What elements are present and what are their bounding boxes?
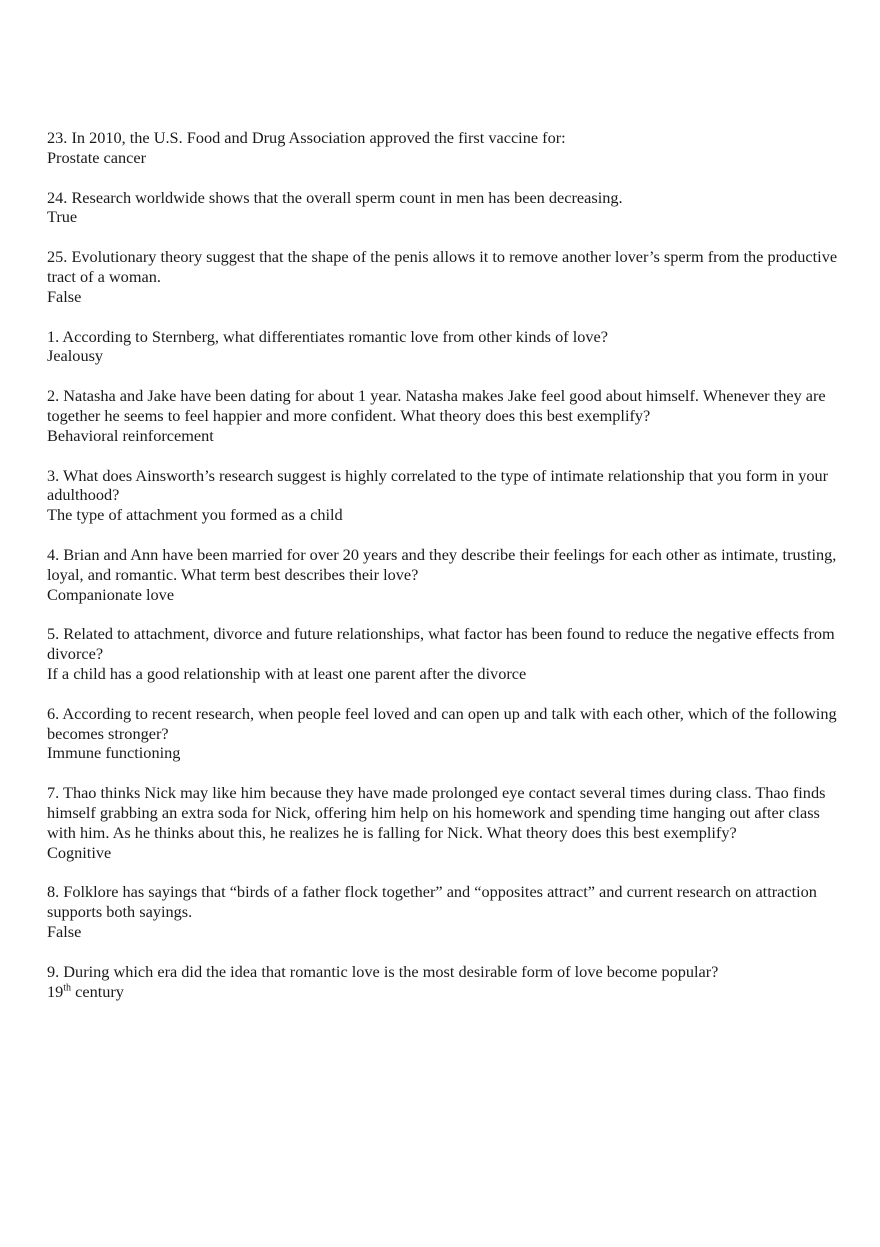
- question-text: 3. What does Ainsworth’s research suggest is highly correlated to the type of intimate relationship that you form in your adulthood?: [47, 465, 829, 505]
- answer-text: If a child has a good relationship with at least one parent after the divorce: [47, 663, 527, 683]
- document-page: [47, 128, 847, 1021]
- question-item-23: [47, 128, 847, 168]
- question-number: 25.: [47, 247, 68, 267]
- question-text: 6. According to recent research, when people feel loved and can open up and talk with each other, which of the following becomes stronger?: [47, 703, 837, 743]
- question-item-25: [47, 247, 847, 306]
- question-item-1: [47, 327, 847, 367]
- question-text: 1. According to Sternberg, what differentiates romantic love from other kinds of love?: [47, 326, 608, 346]
- question-number: 6.: [47, 703, 60, 723]
- question-text: 24. Research worldwide shows that the overall sperm count in men has been decreasing.: [47, 187, 623, 207]
- question-item-24: [47, 188, 847, 228]
- answer-text: False: [47, 921, 82, 941]
- answer-text: Cognitive: [47, 842, 112, 862]
- question-text: 8. Folklore has sayings that “birds of a father flock together” and “opposites attract” and current research on attraction supports both sayings.: [47, 882, 817, 922]
- question-item-8: [47, 882, 847, 941]
- question-number: 1.: [47, 326, 60, 346]
- question-text: 25. Evolutionary theory suggest that the shape of the penis allows it to remove another lover’s sperm from the productive tract of a woman.: [47, 247, 838, 286]
- question-item-3: [47, 466, 847, 525]
- question-text: 9. During which era did the idea that romantic love is the most desirable form of love become popular?: [47, 961, 719, 981]
- question-number: 8.: [47, 882, 60, 902]
- question-item-6: [47, 704, 847, 763]
- question-number: 24.: [47, 187, 68, 207]
- answer-text: Behavioral reinforcement: [47, 425, 214, 445]
- question-text: 4. Brian and Ann have been married for over 20 years and they describe their feelings for each other as intimate, trusting, loyal, and romantic. What term best describes their love?: [47, 544, 837, 584]
- question-text: 7. Thao thinks Nick may like him because they have made prolonged eye contact several times during class. Thao finds himself grabbing an extra soda for Nick, offering him help on his homework and spending time hanging out after class with him. As he thinks about this, he realizes he is falling for Nick. What theory does this best exemplify?: [47, 783, 826, 842]
- answer-text: Jealousy: [47, 346, 104, 366]
- question-number: 2.: [47, 386, 60, 406]
- question-item-7: [47, 783, 847, 862]
- answer-text: Immune functioning: [47, 743, 181, 763]
- question-number: 23.: [47, 128, 68, 147]
- answer-text: The type of attachment you formed as a child: [47, 505, 343, 525]
- answer-text: 19th century: [47, 981, 124, 1001]
- answer-text: Companionate love: [47, 584, 175, 604]
- question-text: 23. In 2010, the U.S. Food and Drug Association approved the first vaccine for:: [47, 128, 566, 147]
- question-item-5: [47, 624, 847, 683]
- ordinal-superscript: th: [63, 982, 72, 994]
- question-number: 9.: [47, 961, 60, 981]
- answer-text: True: [47, 207, 78, 227]
- question-item-9: [47, 962, 847, 1002]
- question-number: 3.: [47, 465, 60, 485]
- question-number: 7.: [47, 783, 60, 803]
- question-item-2: [47, 386, 847, 445]
- question-text: 2. Natasha and Jake have been dating for about 1 year. Natasha makes Jake feel good about himself. Whenever they are together he seems to feel happier and more confident. What theory does this best exemplify?: [47, 386, 826, 425]
- answer-text: False: [47, 286, 82, 306]
- question-text: 5. Related to attachment, divorce and future relationships, what factor has been found to reduce the negative effects from divorce?: [47, 624, 835, 664]
- question-number: 4.: [47, 544, 60, 564]
- answer-text: Prostate cancer: [47, 147, 146, 167]
- question-item-4: [47, 545, 847, 604]
- question-number: 5.: [47, 624, 60, 644]
